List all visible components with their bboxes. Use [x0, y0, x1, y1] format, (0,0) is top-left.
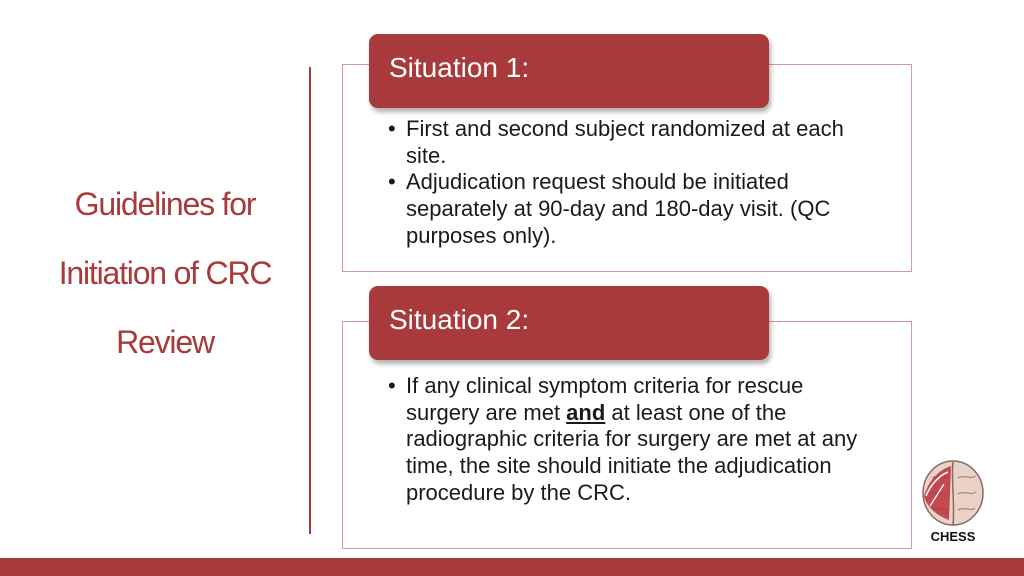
- situation-1-heading: Situation 1:: [369, 34, 769, 108]
- title-line-3: Review: [116, 324, 214, 360]
- logo-text: CHESS: [930, 529, 976, 544]
- vertical-divider: [309, 67, 311, 534]
- brain-icon: [918, 456, 988, 528]
- bullet-text-after: at least one of the radiographic criteria for surgery are met at any time, the site should initiate the adjudication procedure by the CRC.: [406, 399, 858, 505]
- situation-1-bullet-1: • First and second subject randomized at each site.: [388, 116, 878, 169]
- situation-2-heading: Situation 2:: [369, 286, 769, 360]
- slide-title: [30, 170, 300, 377]
- title-line-2: Initiation of CRC: [58, 255, 272, 291]
- bullet-text-before: If any clinical symptom criteria for rescue surgery are met: [406, 373, 804, 425]
- title-line-1: Guidelines for: [74, 186, 256, 222]
- situation-2-bullet-1: [388, 373, 878, 507]
- bottom-accent-bar: [0, 558, 1024, 576]
- situation-1-bullets: [388, 116, 878, 250]
- chess-logo: [918, 456, 988, 546]
- bullet-emphasis: and: [566, 399, 606, 425]
- situation-2-bullets: [388, 373, 878, 507]
- situation-1-bullet-2: • Adjudication request should be initiated separately at 90-day and 180-day visit. (QC purposes only).: [388, 169, 878, 249]
